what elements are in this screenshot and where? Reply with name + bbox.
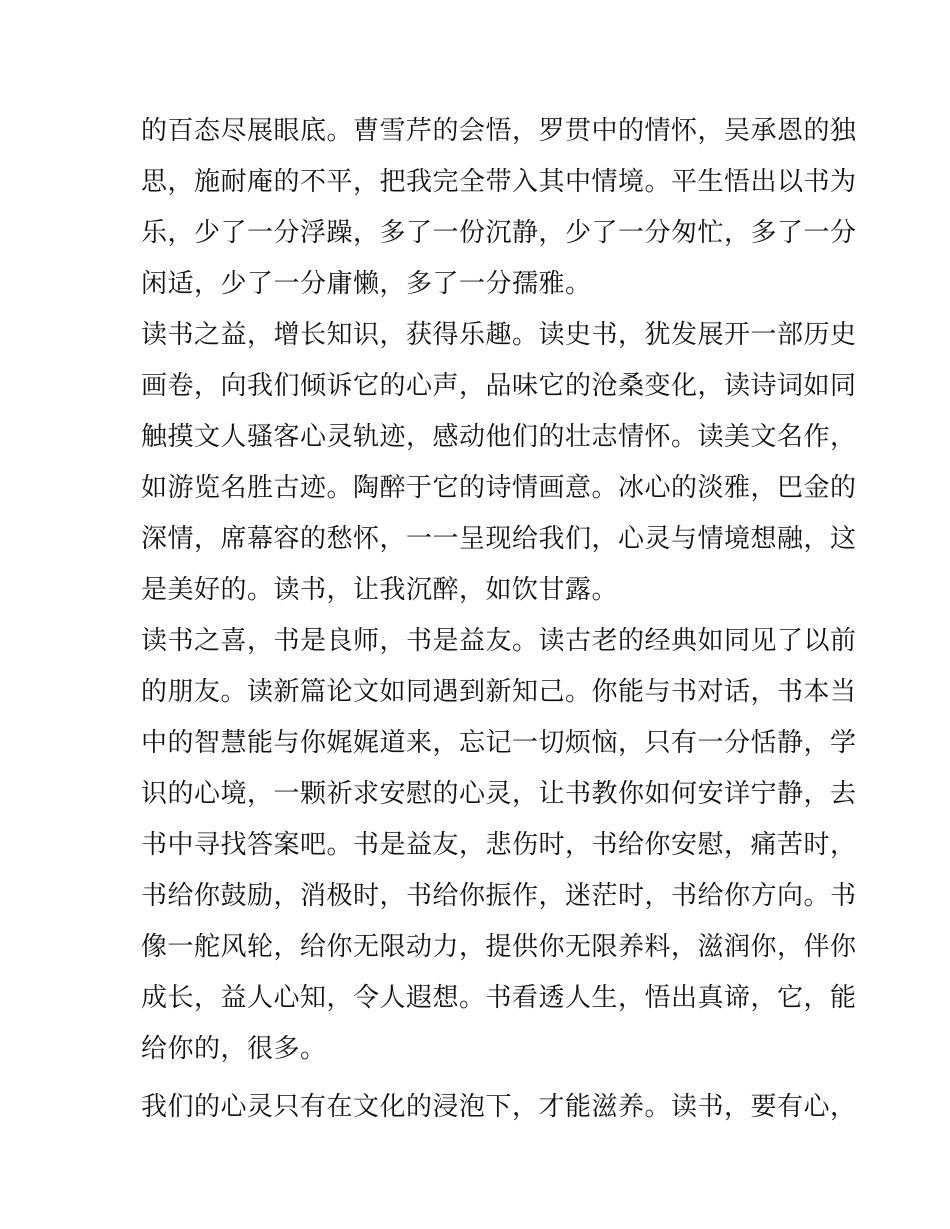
paragraph-4 (141, 1082, 857, 1133)
text-line: 画卷，向我们倾诉它的心声，品味它的沧桑变化，读诗词如同 (141, 371, 857, 401)
text-line: 的百态尽展眼底。曹雪芹的会悟，罗贯中的情怀，吴承恩的独 (141, 116, 857, 146)
text-line: 乐，少了一分浮躁，多了一份沉静，少了一分匆忙，多了一分 (141, 218, 857, 248)
text-line: 如游览名胜古迹。陶醉于它的诗情画意。冰心的淡雅，巴金的 (141, 473, 857, 503)
text-line: 我们的心灵只有在文化的浸泡下，才能滋养。读书，要有心， (141, 1092, 857, 1122)
text-line: 是美好的。读书，让我沉醉，如饮甘露。 (141, 575, 619, 605)
paragraph-gap (141, 1075, 821, 1082)
text-line: 像一舵风轮，给你无限动力，提供你无限养料，滋润你，伴你 (141, 932, 857, 962)
text-line: 深情，席幕容的愁怀，一一呈现给我们，心灵与情境想融，这 (141, 524, 857, 554)
body-text (141, 106, 857, 1133)
text-line: 书给你鼓励，消极时，书给你振作，迷茫时，书给你方向。书 (141, 881, 857, 911)
text-line: 的朋友。读新篇论文如同遇到新知己。你能与书对话，书本当 (141, 677, 857, 707)
paragraph-2 (141, 310, 857, 616)
paragraph-3 (141, 616, 857, 1075)
text-line: 给你的，很多。 (141, 1034, 327, 1064)
text-line: 读书之喜，书是良师，书是益友。读古老的经典如同见了以前 (141, 626, 857, 656)
text-line: 闲适，少了一分庸懒，多了一分孺雅。 (141, 269, 592, 299)
text-line: 触摸文人骚客心灵轨迹，感动他们的壮志情怀。读美文名作， (141, 422, 857, 452)
text-line: 中的智慧能与你娓娓道来，忘记一切烦恼，只有一分恬静，学 (141, 728, 857, 758)
text-line: 识的心境，一颗祈求安慰的心灵，让书教你如何安详宁静，去 (141, 779, 857, 809)
text-line: 成长，益人心知，令人遐想。书看透人生，悟出真谛，它，能 (141, 983, 857, 1013)
text-line: 读书之益，增长知识，获得乐趣。读史书，犹发展开一部历史 (141, 320, 857, 350)
paragraph-1 (141, 106, 857, 310)
text-line: 书中寻找答案吧。书是益友，悲伤时，书给你安慰，痛苦时， (141, 830, 857, 860)
text-line: 思，施耐庵的不平，把我完全带入其中情境。平生悟出以书为 (141, 167, 857, 197)
